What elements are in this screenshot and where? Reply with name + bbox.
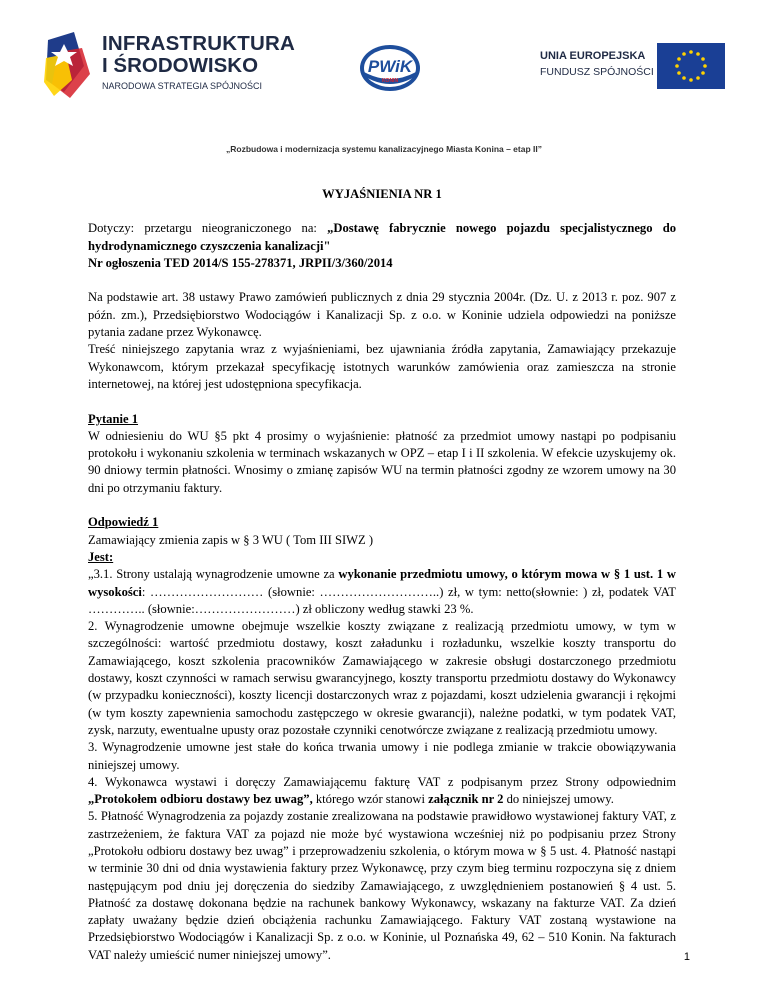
pwik-logo-subtext: KONIN	[381, 78, 399, 84]
eu-logo	[540, 43, 730, 93]
infrastruktura-logo	[44, 30, 295, 100]
logo-left-line2: I ŚRODOWISKO	[102, 54, 259, 77]
clause-4-c: którego wzór stanowi	[312, 792, 429, 807]
clause-4-d: załącznik nr 2	[428, 792, 504, 807]
clause-5: 5. Płatność Wynagrodzenia za pojazdy zostanie zrealizowana na podstawie prawidłowo wystawionej faktury VAT, z zastrzeżeniem, że faktura VAT za pojazd nie może być wystawiona wcześniej niż po podpisaniu przez Strony „Protokołu odbioru dostawy bez uwag” i przeprowadzeniu szkolenia, o którym mowa w § 5 ust. 4. Płatność nastąpi w terminie 30 dni od dnia wystawienia faktury przez Wykonawcę, przy czym bieg terminu rozpoczyna się z dniem następującym pod dniu jej doręczenia do siedziby Zamawiającego, z uwzględnieniem postanowień § 4 ust. 5. Płatność za dostawę dokonana będzie na rachunek bankowy Wykonawcy, wskazany na fakturze VAT. Za dzień zapłaty uważany będzie dzień obciążenia rachunku Zamawiającego. Faktury VAT zostaną wystawione na Przedsiębiorstwo Wodociągów i Kanalizacji Sp. z o.o. w Koninie, ul Poznańska 49, 62 – 510 Konin. Na fakturach VAT należy umieścić numer niniejszej umowy”.	[88, 809, 676, 962]
clause-3-1-c: : ……………………… (słownie: ………………………..) zł, w tym: netto(słownie: ) zł, podatek VAT ………….. (słownie:……………………) zł obliczony według stawki 23 %.	[88, 584, 676, 616]
document-body	[88, 186, 676, 964]
jest-label: Jest:	[88, 549, 114, 564]
intro-subject: „Dostawę fabrycznie nowego pojazdu specjalistycznego do hydrodynamicznego czyszczenia kanalizacji"	[88, 221, 676, 253]
legal-basis-paragraph: Na podstawie art. 38 ustawy Prawo zamówień publicznych z dnia 29 stycznia 2004r. (Dz. U. z 2013 r. poz. 907 z późn. zm.), Przedsiębiorstwo Wodociągów i Kanalizacji Sp. z o.o. w Koninie udziela odpowiedzi na poniższe pytania zadane przez Wykonawcę.	[88, 290, 676, 340]
logo-left-line1: INFRASTRUKTURA	[102, 32, 295, 55]
intro-prefix: Dotyczy: przetargu nieograniczonego na:	[88, 221, 328, 236]
clause-4-a: 4. Wykonawca wystawi i doręczy Zamawiającemu fakturę VAT z podpisanym przez Strony odpowiednim	[88, 774, 676, 789]
page-number: 1	[683, 951, 690, 963]
eu-flag-icon	[657, 43, 725, 89]
document-title: WYJAŚNIENIA NR 1	[322, 187, 442, 201]
clause-3-1-a: „3.1. Strony ustalają wynagrodzenie umowne za	[88, 567, 339, 582]
intro-paragraph	[88, 220, 676, 255]
clause-4	[88, 774, 676, 809]
clause-3-1	[88, 566, 676, 618]
question-text: W odniesieniu do WU §5 pkt 4 prosimy o wyjaśnienie: płatność za przedmiot umowy nastąpi po podpisaniu protokołu i wykonaniu szkolenia w terminach wskazanych w OPZ – etap I i II szkolenia. W efekcie uzyskujemy ok. 90 dniowy termin płatności. Wnosimy o zmianę zapisów WU na termin płatności zgodny ze wzorem umowy na 30 dni po otrzymaniu faktury.	[88, 428, 676, 495]
clause-2: 2. Wynagrodzenie umowne obejmuje wszelkie koszty związane z realizacją przedmiotu umowy, w tym w szczególności: wartość przedmiotu dostawy, koszt załadunku i rozładunku, wszelkie koszty transportu do Zamawiającego, koszt szkolenia pracowników Zamawiającego w zakresie obsługi dostarczonego przedmiotu dostawy, koszt czynności w ramach serwisu gwarancyjnego, koszty transportu przedmiotu dostawy do Wykonawcy (w przypadku konieczności), koszty licencji dostarczonych wraz z pojazdami, koszt udzielenia gwarancji i rękojmi (w tym koszty zapewnienia samochodu zastępczego w okresie gwarancji), należne podatki, w tym podatek VAT, zysk, narzuty, ewentualne upusty oraz pozostałe czynniki cenotwórcze związane z realizacją przedmiotu umowy.	[88, 619, 676, 737]
announcement-number: Nr ogłoszenia TED 2014/S 155-278371, JRPII/3/360/2014	[88, 255, 393, 270]
pwik-logo	[358, 42, 422, 94]
logo-left-line3: NARODOWA STRATEGIA SPÓJNOŚCI	[102, 81, 263, 91]
clause-4-b: „Protokołem odbioru dostawy bez uwag”,	[88, 792, 313, 807]
clause-3: 3. Wynagrodzenie umowne jest stałe do końca trwania umowy i nie podlega zmianie w trakcie obowiązywania niniejszej umowy.	[88, 740, 676, 772]
eu-label-line2: FUNDUSZ SPÓJNOŚCI	[540, 66, 654, 78]
pwik-logo-text: PWiK	[367, 57, 413, 76]
question-heading: Pytanie 1	[88, 411, 139, 426]
eu-label-line1: UNIA EUROPEJSKA	[540, 50, 646, 62]
page-header	[0, 0, 768, 110]
answer-intro: Zamawiający zmienia zapis w § 3 WU ( Tom III SIWZ )	[88, 532, 374, 547]
project-title: „Rozbudowa i modernizacja systemu kanalizacyjnego Miasta Konina – etap II”	[226, 144, 542, 154]
answer-heading: Odpowiedź 1	[88, 515, 159, 530]
infrastruktura-emblem-icon	[44, 30, 96, 100]
notice-paragraph: Treść niniejszego zapytania wraz z wyjaśnieniami, bez ujawniania źródła zapytania, Zamawiający przekazuje Wykonawcom, którym przekazał specyfikację istotnych warunków zamówienia oraz zamieszcza na stronie internetowej, na której jest udostępniona specyfikacja.	[88, 342, 676, 391]
clause-4-e: do niniejszej umowy.	[503, 792, 614, 807]
clause-3-1-b: wykonanie przedmiotu umowy, o którym mowa w § 1 ust. 1 w wysokości	[88, 567, 676, 599]
